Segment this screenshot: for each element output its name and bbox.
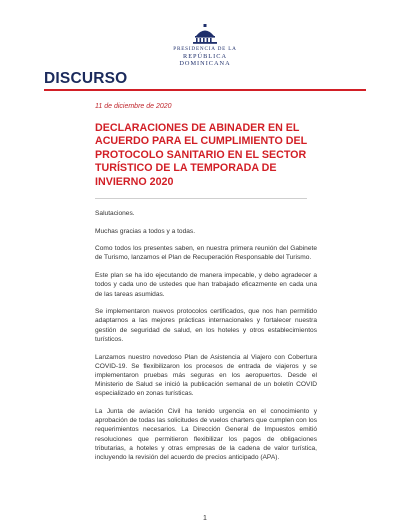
office-line2: REPÚBLICA DOMINICANA	[179, 53, 231, 67]
paragraph: Se implementaron nuevos protocolos certificados, que nos han permitido adaptarnos a las mejores prácticas internacionales y fortalecer nuestra gestión de seguridad de salud, en los hoteles y otros establecimientos turísticos.	[95, 308, 317, 343]
paragraph: Como todos los presentes saben, en nuestra primera reunión del Gabinete de Turismo, lanzamos el Plan de Recuperación Responsable del Turismo.	[95, 245, 317, 262]
paragraph: Lanzamos nuestro novedoso Plan de Asistencia al Viajero con Cobertura COVID-19. Se flexibilizaron los procesos de entrada de viajeros y se implementaron pruebas más seguras en los aeropuertos. Desde el Ministerio de Salud se inició la publicación semanal de un boletín COVID especializado en zonas turísticas.	[95, 353, 317, 398]
document-body	[95, 103, 317, 471]
presidency-logo	[160, 24, 250, 67]
paragraph: Salutaciones.	[95, 209, 135, 217]
document-title: DECLARACIONES DE ABINADER EN EL ACUERDO PARA EL CUMPLIMIENTO DEL PROTOCOLO SANITARIO EN EL SECTOR TURÍSTICO DE LA TEMPORADA DE INVIERNO 2020	[95, 122, 307, 188]
document-type-label: DISCURSO	[44, 70, 128, 87]
title-divider	[95, 198, 307, 199]
paragraph: Este plan se ha ido ejecutando de manera impecable, y debo agradecer a todos y cada uno de ustedes que han trabajado eficazmente en cada una de las tareas asumidas.	[95, 272, 317, 298]
palace-dome-icon	[188, 24, 222, 44]
document-date: 11 de diciembre de 2020	[95, 103, 172, 110]
page-header	[0, 0, 410, 70]
paragraph: La Junta de aviación Civil ha tenido urgencia en el conocimiento y aprobación de todas las solicitudes de vuelos charters que cumplen con los requerimientos necesarios. La Dirección General de Impuestos emitió resoluciones que permitieron flexibilizar los pagos de obligaciones tributarias, a hoteles y otras empresas de la cadena de valor turística, incluyendo la revisión del acuerdo de precios anticipado (APA).	[95, 408, 317, 462]
paragraph: Muchas gracias a todos y a todas.	[95, 227, 196, 235]
page-number: 1	[203, 515, 207, 522]
red-divider	[44, 89, 366, 91]
office-line1: PRESIDENCIA DE LA	[173, 46, 237, 52]
